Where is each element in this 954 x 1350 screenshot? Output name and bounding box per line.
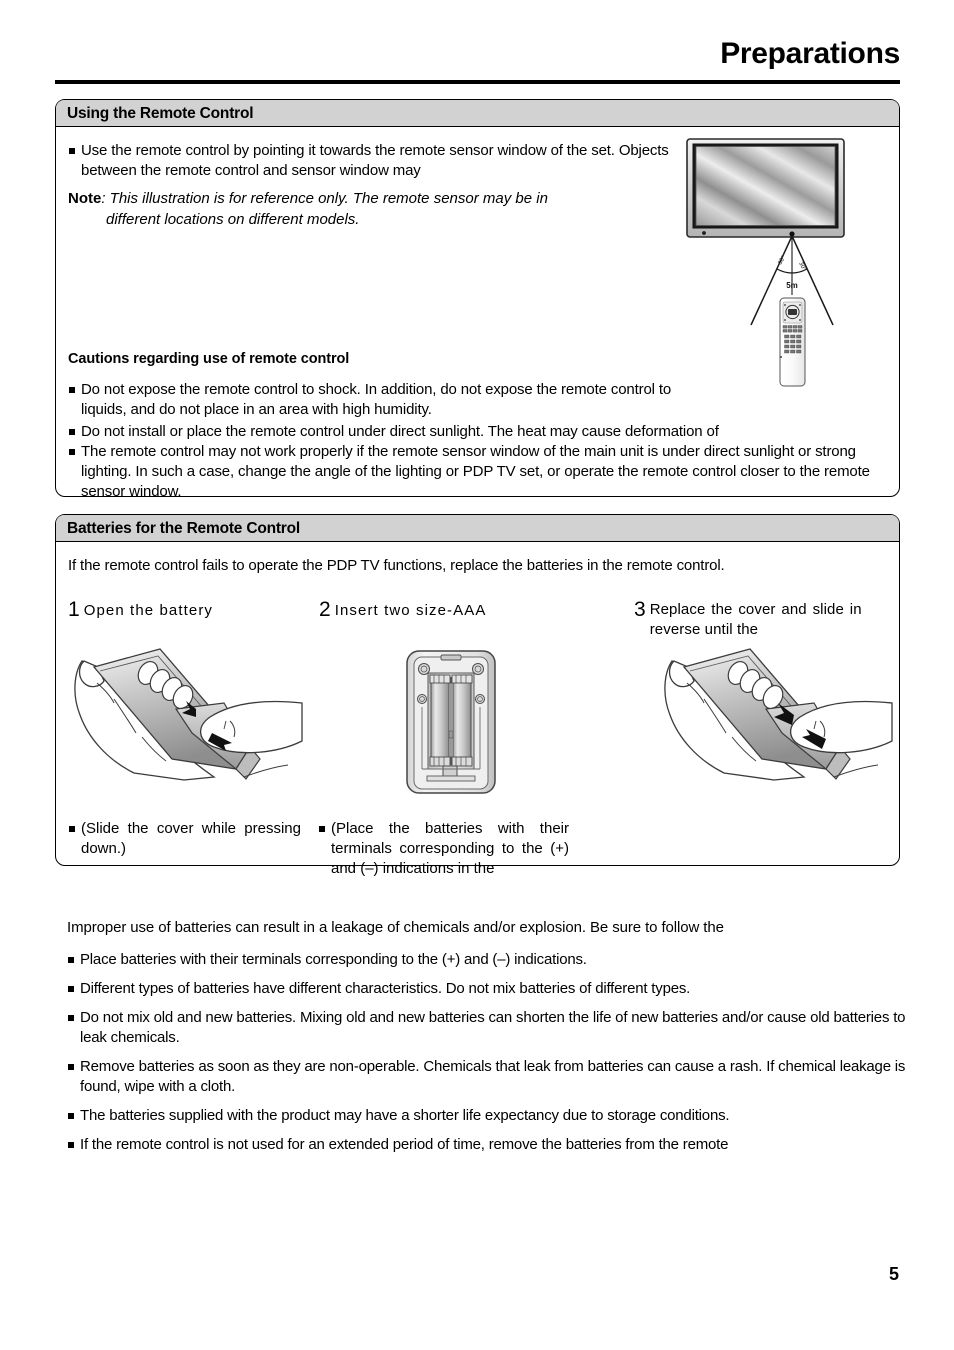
panel-header-batteries — [56, 515, 899, 542]
step-2-number: 2 — [319, 598, 331, 621]
bullet-item: Different types of batteries have different characteristics. Do not mix batteries of different types. — [67, 979, 912, 999]
bullet-item: Place batteries with their terminals corresponding to the (+) and (–) indications. — [67, 950, 912, 970]
step-3-illustration — [654, 637, 894, 782]
page-header — [55, 36, 900, 72]
caution-bullet-3-wrap — [68, 442, 888, 504]
panel-batteries-for-remote-control — [55, 514, 900, 877]
step-2-heading — [319, 600, 579, 621]
batteries-intro: If the remote control fails to operate the PDP TV functions, replace the batteries in the remote control. — [68, 557, 725, 574]
step-1-number: 1 — [68, 598, 80, 621]
step-3-title: Replace the cover and slide in reverse until the — [649, 601, 862, 638]
title-rule — [55, 80, 900, 84]
bullet-item: Use the remote control by pointing it towards the remote sensor window of the set. Objects between the remote control and sensor window may — [68, 141, 688, 181]
tv-sensor-diagram — [681, 135, 896, 400]
battery-warning-intro: Improper use of batteries can result in a leakage of chemicals and/or explosion. Be sure to follow the — [67, 919, 724, 936]
bullet-item: The batteries supplied with the product may have a shorter life expectancy due to storage conditions. — [67, 1106, 912, 1126]
panel-header-using-remote — [56, 100, 899, 127]
bullet-item: Do not install or place the remote control under direct sunlight. The heat may cause deformation of — [68, 422, 888, 442]
page-number: 5 — [888, 1264, 899, 1284]
panel-heading-label: Batteries for the Remote Control — [67, 520, 301, 537]
step-1-caption-wrap — [68, 819, 320, 861]
panel-using-the-remote-control — [55, 99, 900, 500]
bullet-item — [68, 819, 320, 859]
bullet-item: Do not expose the remote control to shock. In addition, do not expose the remote control to liquids, and do not place in an area with high humidity. — [68, 380, 688, 420]
tv-sensor-diagram-svg — [681, 135, 896, 400]
step-2-illustration — [401, 647, 501, 797]
step-2-title: Insert two size-AAA — [334, 602, 487, 619]
bullet-item: Remove batteries as soon as they are non-operable. Chemicals that leak from batteries can cause a rash. If chemical leakage is found, wipe with a cloth. — [67, 1057, 912, 1097]
step-2-caption-wrap — [318, 819, 588, 881]
bullet-item — [318, 819, 588, 879]
bullet-item: Do not mix old and new batteries. Mixing old and new batteries can shorten the life of new batteries and/or cause old batteries to leak chemicals. — [67, 1008, 912, 1048]
step-1-heading — [68, 600, 318, 621]
note-text-line1: : This illustration is for reference only. The remote sensor may be in — [101, 190, 548, 207]
bullet-item: The remote control may not work properly if the remote sensor window of the main unit is under direct sunlight or strong lighting. In such a case, change the angle of the lighting or PDP TV set, or operate the remote control closer to the remote sensor window. — [68, 442, 888, 502]
step-2-caption: (Place the batteries with their terminals corresponding to the (+) and (–) indications in the — [331, 820, 569, 877]
page-title: Preparations — [720, 37, 900, 70]
battery-warning-list — [67, 950, 912, 1164]
note-label: Note — [68, 190, 102, 207]
cautions-heading: Cautions regarding use of remote control — [68, 351, 350, 367]
angle-label-left: 30° — [777, 255, 788, 266]
step-3-number: 3 — [634, 598, 646, 621]
remote-usage-bullet — [68, 141, 688, 183]
caution-bullet-2-wrap — [68, 422, 888, 444]
distance-label: 5m — [786, 281, 798, 290]
hand-remote-close-svg — [654, 637, 894, 782]
note-text-line2: different locations on different models. — [106, 211, 360, 228]
angle-label-right: 30° — [797, 261, 807, 272]
step-3-heading — [634, 600, 886, 640]
battery-compartment-svg — [401, 647, 501, 797]
hand-remote-open-svg — [64, 637, 304, 782]
step-1-caption: (Slide the cover while pressing down.) — [81, 820, 301, 857]
bullet-item: If the remote control is not used for an extended period of time, remove the batteries from the remote — [67, 1135, 912, 1155]
step-1-title: Open the battery — [83, 602, 214, 619]
caution-bullet-1-wrap — [68, 380, 688, 422]
panel-heading-label: Using the Remote Control — [67, 105, 254, 122]
step-1-illustration — [64, 637, 304, 782]
reference-note — [68, 188, 693, 230]
